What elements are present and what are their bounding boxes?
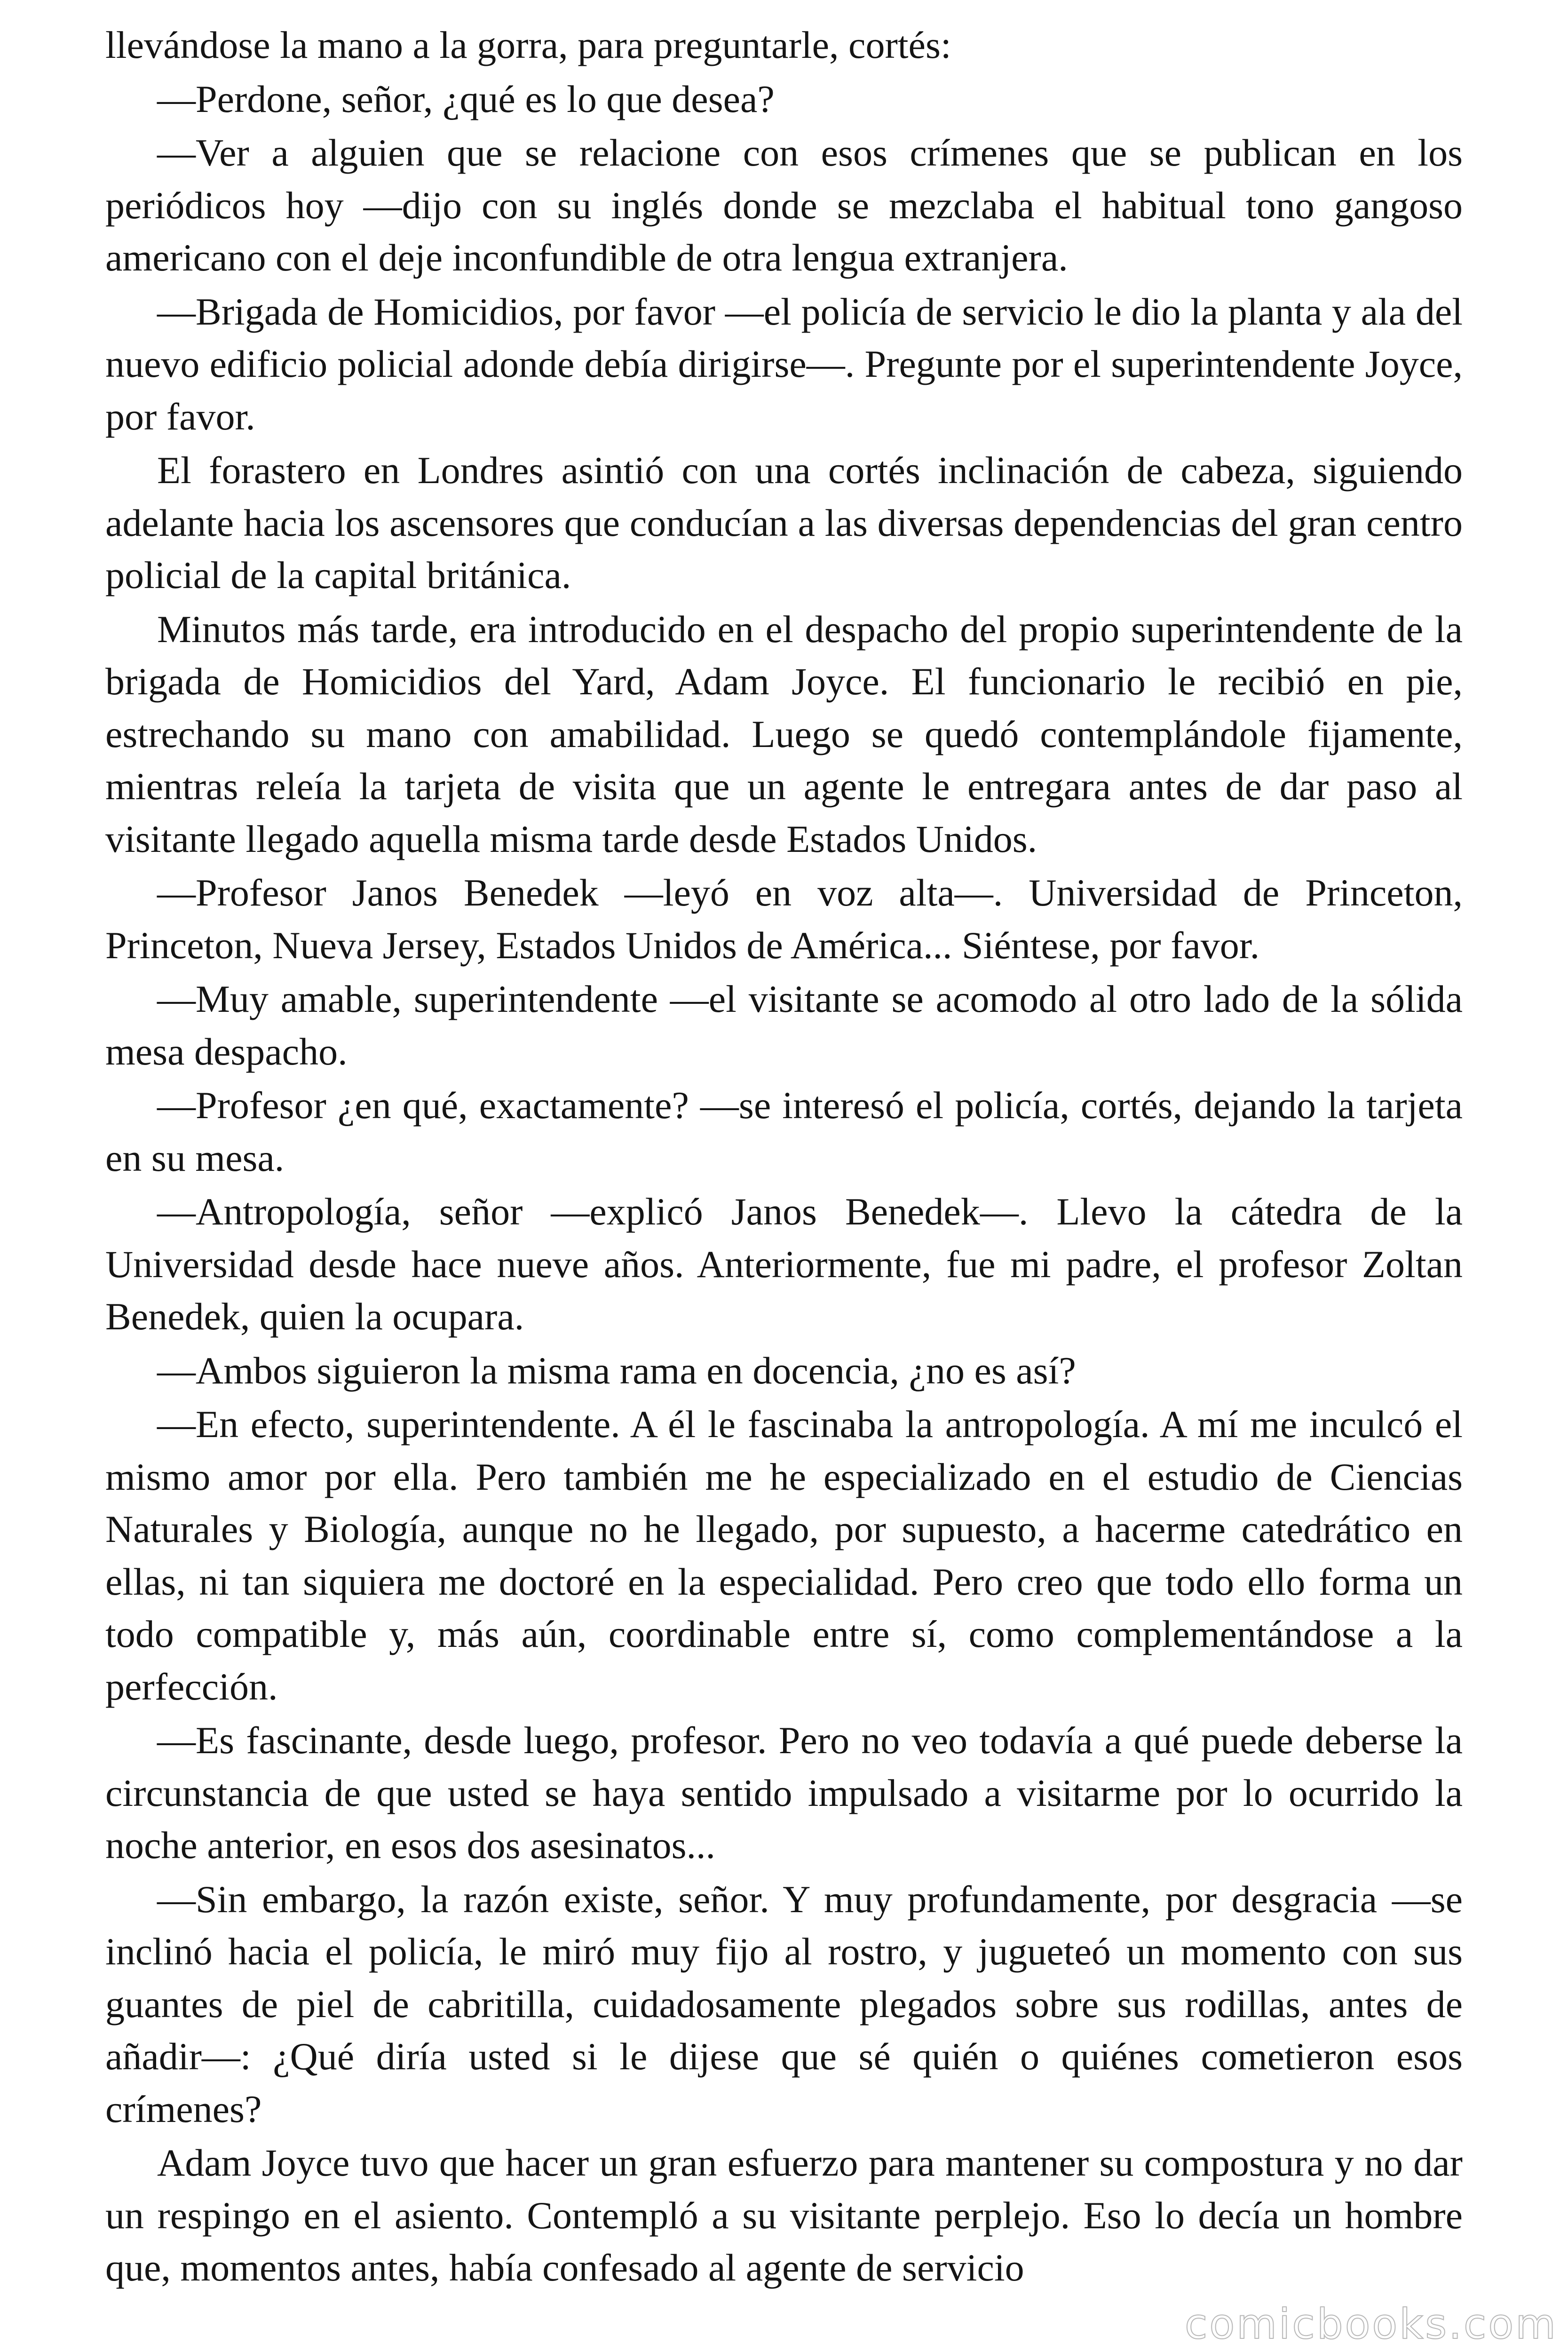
- paragraph: —Antropología, señor —explicó Janos Benedek—. Llevo la cátedra de la Universidad desde hace nueve años. Anteriormente, fue mi padre, el profesor Zoltan Benedek, quien la ocupara.: [105, 1190, 1463, 1338]
- paragraph: —Profesor Janos Benedek —leyó en voz alta—. Universidad de Princeton, Princeton, Nueva Jersey, Estados Unidos de América... Siéntese, por favor.: [105, 871, 1463, 967]
- paragraph: —Es fascinante, desde luego, profesor. Pero no veo todavía a qué puede deberse la circunstancia de que usted se haya sentido impulsado a visitarme por lo ocurrido la noche anterior, en esos dos asesinatos...: [105, 1719, 1463, 1867]
- paragraph: —Sin embargo, la razón existe, señor. Y muy profundamente, por desgracia —se inclinó hacia el policía, le miró muy fijo al rostro, y jugueteó un momento con sus guantes de piel de cabritilla, cuidadosamente plegados sobre sus rodillas, antes de añadir—: ¿Qué diría usted si le dijese que sé quién o quiénes cometieron esos crímenes?: [105, 1877, 1463, 2130]
- paragraph: Adam Joyce tuvo que hacer un gran esfuerzo para mantener su compostura y no dar un respingo en el asiento. Contempló a su visitante perplejo. Eso lo decía un hombre que, momentos antes, había confesado al agente de servicio: [105, 2141, 1463, 2289]
- paragraph: —Profesor ¿en qué, exactamente? —se interesó el policía, cortés, dejando la tarjeta en su mesa.: [105, 1084, 1463, 1179]
- book-page: [105, 19, 1463, 2296]
- paragraph: —Ambos siguieron la misma rama en docencia, ¿no es así?: [157, 1349, 1076, 1392]
- paragraph: —Muy amable, superintendente —el visitante se acomodo al otro lado de la sólida mesa despacho.: [105, 977, 1463, 1073]
- watermark: comicbooks.com: [1184, 2300, 1558, 2348]
- paragraph: —Perdone, señor, ¿qué es lo que desea?: [157, 77, 775, 120]
- paragraph: —Ver a alguien que se relacione con esos crímenes que se publican en los periódicos hoy —dijo con su inglés donde se mezclaba el habitual tono gangoso americano con el deje inconfundible de otra lengua extranjera.: [105, 131, 1463, 279]
- paragraph: El forastero en Londres asintió con una cortés inclinación de cabeza, siguiendo adelante hacia los ascensores que conducían a las diversas dependencias del gran centro policial de la capital británica.: [105, 449, 1463, 596]
- paragraph: —En efecto, superintendente. A él le fascinaba la antropología. A mí me inculcó el mismo amor por ella. Pero también me he especializado en el estudio de Ciencias Naturales y Biología, aunque no he llegado, por supuesto, a hacerme catedrático en ellas, ni tan siquiera me doctoré en la especialidad. Pero creo que todo ello forma un todo compatible y, más aún, coordinable entre sí, como complementándose a la perfección.: [105, 1403, 1463, 1708]
- paragraph: Minutos más tarde, era introducido en el despacho del propio superintendente de la brigada de Homicidios del Yard, Adam Joyce. El funcionario le recibió en pie, estrechando su mano con amabilidad. Luego se quedó contemplándole fijamente, mientras releía la tarjeta de visita que un agente le entregara antes de dar paso al visitante llegado aquella misma tarde desde Estados Unidos.: [105, 607, 1463, 860]
- paragraph: llevándose la mano a la gorra, para preguntarle, cortés:: [105, 24, 951, 66]
- paragraph: —Brigada de Homicidios, por favor —el policía de servicio le dio la planta y ala del nuevo edificio policial adonde debía dirigirse—. Pregunte por el superintendente Joyce, por favor.: [105, 290, 1463, 438]
